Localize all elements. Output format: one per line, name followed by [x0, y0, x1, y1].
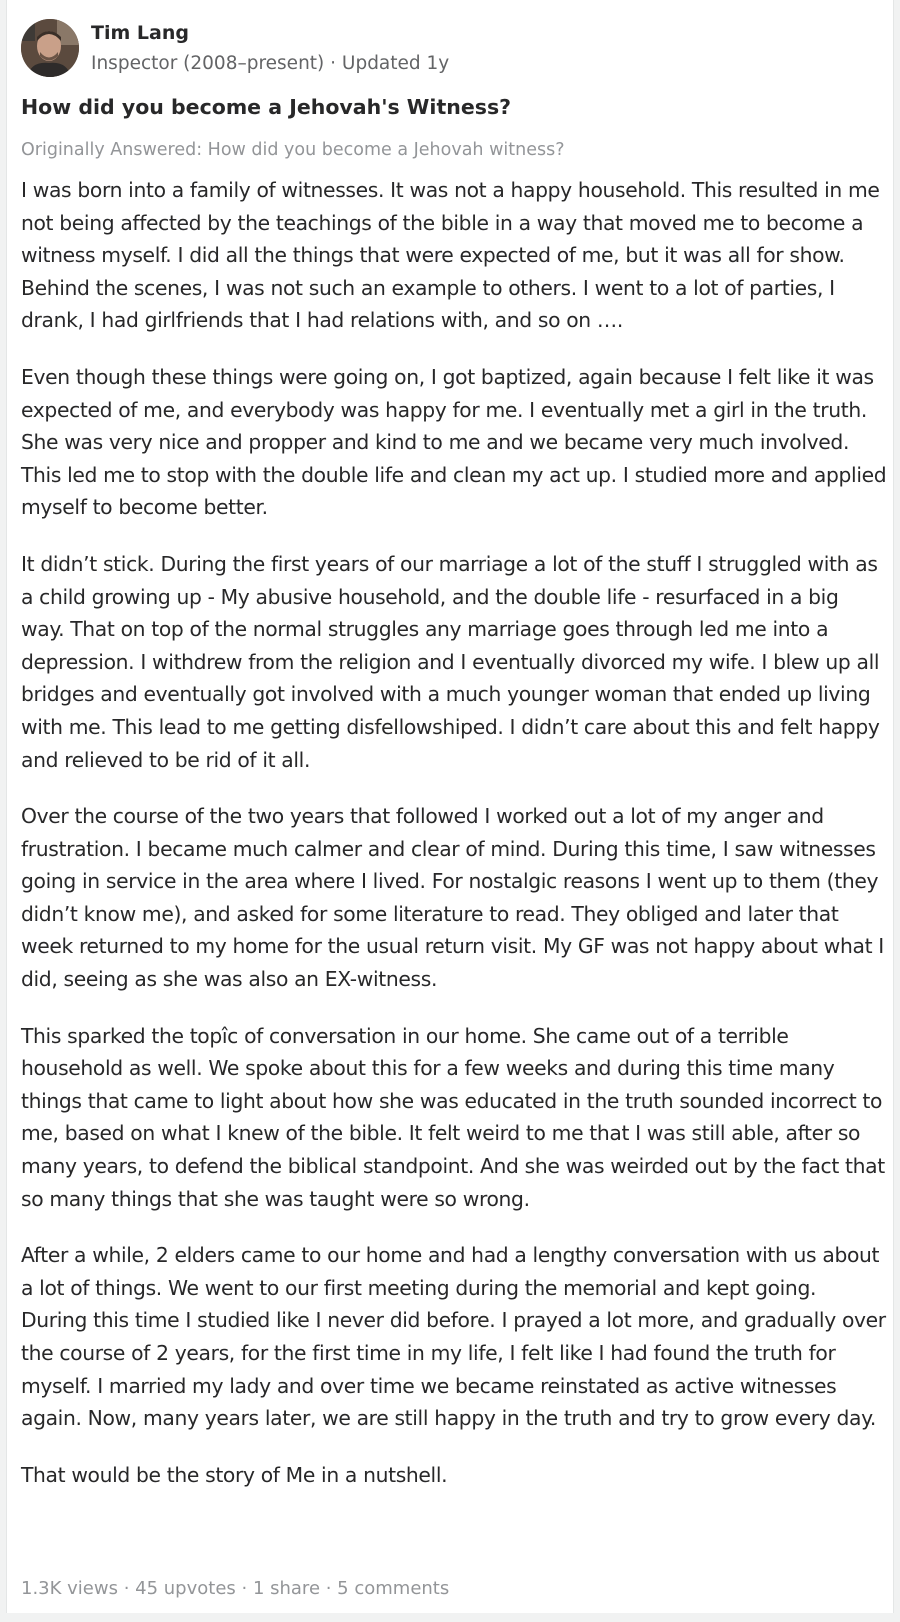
- author-name[interactable]: Tim Lang: [91, 22, 189, 44]
- answer-paragraph: It didn’t stick. During the first years of our marriage a lot of the stuff I struggled with as a child growing up - My abusive household, and the double life - resurfaced in a big way. That on top of the normal struggles any marriage goes through led me into a depression. I withdrew from the religion and I eventually divorced my wife. I blew up all bridges and eventually got involved with a much younger woman that ended up living with me. This lead to me getting disfellowshiped. I didn’t care about this and felt happy and relieved to be rid of it all.: [21, 551, 880, 772]
- author-avatar[interactable]: [21, 19, 79, 77]
- answer-card: [6, 0, 894, 1613]
- answer-paragraph: Over the course of the two years that followed I worked out a lot of my anger and frustration. I became much calmer and clear of mind. During this time, I saw witnesses going in service in the area where I lived. For nostalgic reasons I went up to them (they didn’t know me), and asked for some literature to read. They obliged and later that week returned to my home for the usual return visit. My GF was not happy about what I did, seeing as she was also an EX-witness.: [21, 804, 884, 992]
- answer-body: [21, 174, 887, 1515]
- answer-stats[interactable]: 1.3K views · 45 upvotes · 1 share · 5 comments: [21, 1578, 450, 1599]
- question-title[interactable]: How did you become a Jehovah's Witness?: [21, 95, 512, 119]
- user-photo-icon: [21, 19, 79, 77]
- answer-paragraph: That would be the story of Me in a nutshell.: [21, 1462, 448, 1487]
- answer-paragraph: This sparked the topîc of conversation in our home. She came out of a terrible household as well. We spoke about this for a few weeks and during this time many things that came to light about how she was educated in the truth sounded incorrect to me, based on what I knew of the bible. It felt weird to me that I was still able, after so many years, to defend the biblical standpoint. And she was weirded out by the fact that so many things that she was taught were so wrong.: [21, 1023, 885, 1211]
- author-credential[interactable]: Inspector (2008–present) · Updated 1y: [91, 53, 450, 74]
- answer-paragraph: Even though these things were going on, I got baptized, again because I felt like it was expected of me, and everybody was happy for me. I eventually met a girl in the truth. She was very nice and propper and kind to me and we became very much involved. This led me to stop with the double life and clean my act up. I studied more and applied myself to become better.: [21, 364, 887, 520]
- answer-paragraph: After a while, 2 elders came to our home and had a lengthy conversation with us about a lot of things. We went to our first meeting during the memorial and kept going. During this time I studied like I never did before. I prayed a lot more, and gradually over the course of 2 years, for the first time in my life, I felt like I had found the truth for myself. I married my lady and over time we became reinstated as active witnesses again. Now, many years later, we are still happy in the truth and try to grow every day.: [21, 1243, 886, 1431]
- answer-paragraph: I was born into a family of witnesses. It was not a happy household. This resulted in me not being affected by the teachings of the bible in a way that moved me to become a witness myself. I did all the things that were expected of me, but it was all for show. Behind the scenes, I was not such an example to others. I went to a lot of parties, I drank, I had girlfriends that I had relations with, and so on ….: [21, 178, 880, 333]
- originally-answered[interactable]: Originally Answered: How did you become a Jehovah witness?: [21, 140, 565, 160]
